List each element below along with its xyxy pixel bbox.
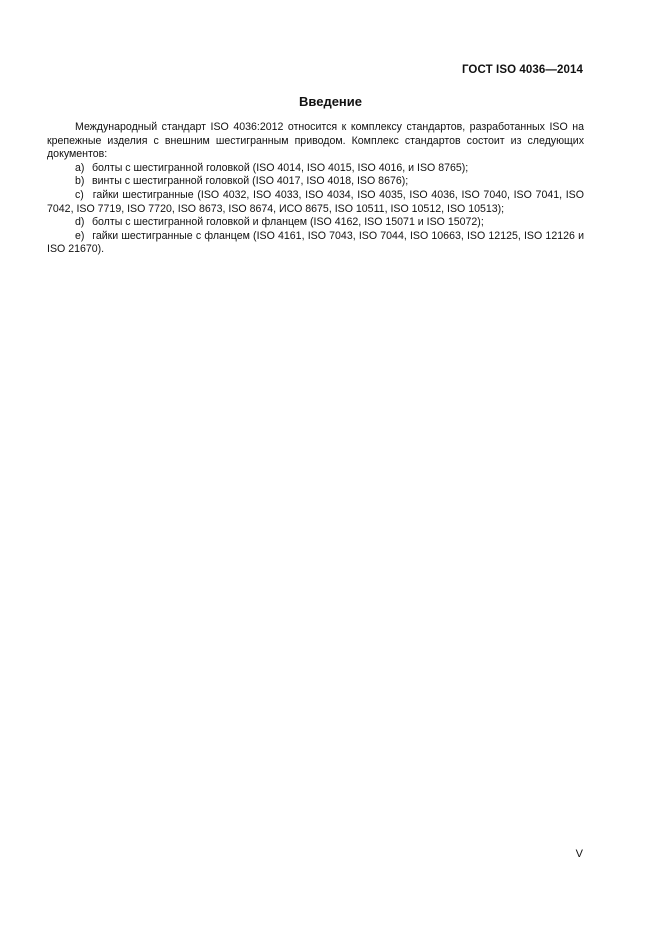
list-marker: d) bbox=[75, 216, 85, 229]
list-item-e bbox=[47, 230, 584, 257]
list-item-text: гайки шестигранные (ISO 4032, ISO 4033, ISO 4034, ISO 4035, ISO 4036, ISO 7040, ISO 7041, ISO 7042, ISO 7719, ISO 7720, ISO 8673, ISO 8674, ИСО 8675, ISO 10511, ISO 10512, ISO 10513); bbox=[47, 188, 584, 215]
list-item-text: болты с шестигранной головкой (ISO 4014, ISO 4015, ISO 4016, и ISO 8765); bbox=[91, 161, 469, 174]
list-marker: e) bbox=[75, 229, 85, 242]
list-item-text: болты с шестигранной головкой и фланцем (ISO 4162, ISO 15071 и ISO 15072); bbox=[91, 216, 484, 229]
page-number: V bbox=[575, 848, 583, 860]
list-marker: c) bbox=[75, 188, 84, 201]
document-code: ГОСТ ISO 4036—2014 bbox=[461, 64, 583, 76]
list-item-text: винты с шестигранной головкой (ISO 4017, ISO 4018, ISO 8676); bbox=[91, 175, 409, 188]
list-item-d bbox=[47, 216, 584, 230]
intro-paragraph: Международный стандарт ISO 4036:2012 относится к комплексу стандартов, разработанных ISO на крепежные изделия с внешним шестигранным приводом. Комплекс стандартов состоит из следующих документов: bbox=[47, 121, 584, 161]
introduction-body bbox=[47, 121, 584, 257]
list-item-b bbox=[47, 175, 584, 189]
list-marker: b) bbox=[75, 175, 85, 188]
list-marker: a) bbox=[75, 161, 85, 174]
list-item-c bbox=[47, 189, 584, 216]
section-title: Введение bbox=[299, 94, 362, 109]
list-item-a bbox=[47, 162, 584, 176]
list-item-text: гайки шестигранные с фланцем (ISO 4161, ISO 7043, ISO 7044, ISO 10663, ISO 12125, ISO 12126 и ISO 21670). bbox=[47, 229, 584, 256]
